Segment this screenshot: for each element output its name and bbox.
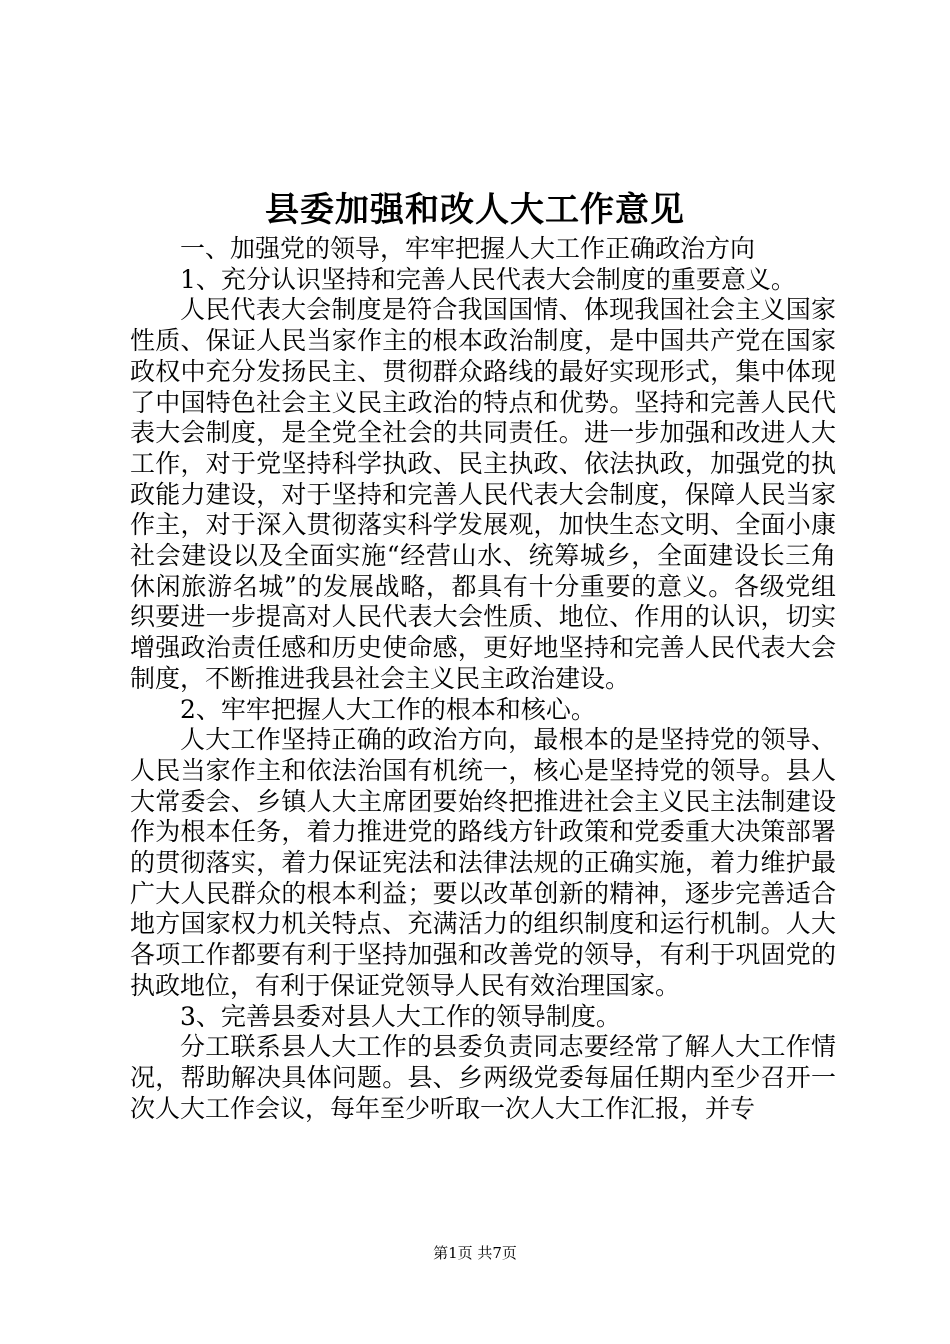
document-title: 县委加强和改人大工作意见 [265, 190, 685, 230]
document-body [130, 234, 836, 1124]
body-paragraph: 人民代表大会制度是符合我国国情、体现我国社会主义国家性质、保证人民当家作主的根本政治制度，是中国共产党在国家政权中充分发扬民主、贯彻群众路线的最好实现形式，集中体现了中国特色社会主义民主政治的特点和优势。坚持和完善人民代表大会制度，是全党全社会的共同责任。进一步加强和改进人大工作，对于党坚持科学执政、民主执政、依法执政，加强党的执政能力建设，对于坚持和完善人民代表大会制度，保障人民当家作主，对于深入贯彻落实科学发展观，加快生态文明、全面小康社会建设以及全面实施“经营山水、统筹城乡，全面建设长三角休闲旅游名城”的发展战略，都具有十分重要的意义。各级党组织要进一步提高对人民代表大会性质、地位、作用的认识，切实增强政治责任感和历史使命感，更好地坚持和完善人民代表大会制度，不断推进我县社会主义民主政治建设。 [130, 295, 836, 693]
body-paragraph: 人大工作坚持正确的政治方向，最根本的是坚持党的领导、人民当家作主和依法治国有机统一，核心是坚持党的领导。县人大常委会、乡镇人大主席团要始终把推进社会主义民主法制建设作为根本任务，着力推进党的路线方针政策和党委重大决策部署的贯彻落实，着力保证宪法和法律法规的正确实施，着力维护最广大人民群众的根本利益；要以改革创新的精神，逐步完善适合地方国家权力机关特点、充满活力的组织制度和运行机制。人大各项工作都要有利于坚持加强和改善党的领导，有利于巩固党的执政地位，有利于保证党领导人民有效治理国家。 [130, 725, 836, 1000]
section-heading: 一、加强党的领导，牢牢把握人大工作正确政治方向 [180, 234, 756, 263]
page-number-footer: 第1页 共7页 [433, 1244, 517, 1262]
body-paragraph: 分工联系县人大工作的县委负责同志要经常了解人大工作情况，帮助解决具体问题。县、乡两级党委每届任期内至少召开一次人大工作会议，每年至少听取一次人大工作汇报，并专 [130, 1032, 836, 1123]
subsection-heading: 2、牢牢把握人大工作的根本和核心。 [180, 694, 596, 724]
subsection-heading: 3、完善县委对县人大工作的领导制度。 [180, 1001, 621, 1031]
subsection-heading: 1、充分认识坚持和完善人民代表大会制度的重要意义。 [180, 264, 796, 294]
